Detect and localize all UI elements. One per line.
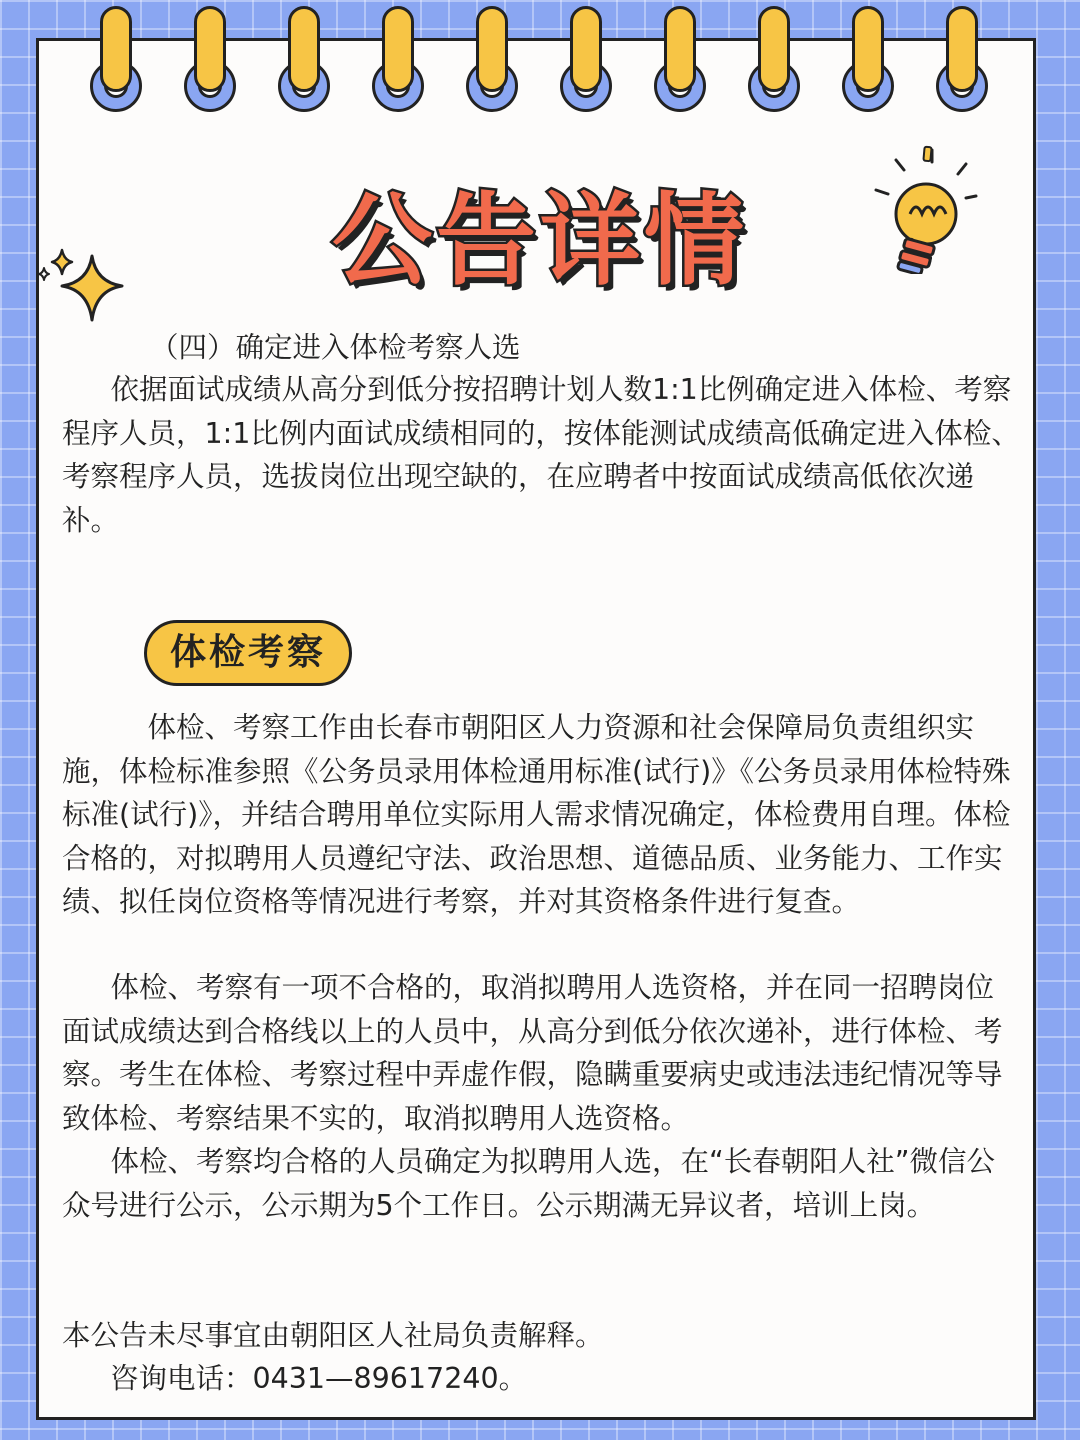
binding-ring — [86, 0, 146, 120]
footer-note: 本公告未尽事宜由朝阳区人社局负责解释。 — [62, 1319, 604, 1352]
section-badge: 体检考察 — [144, 620, 352, 686]
binding-ring — [180, 0, 240, 120]
binding-ring — [932, 0, 992, 120]
section-body: 依据面试成绩从高分到低分按招聘计划人数1:1比例确定进入体检、考察程序人员，1:1比例内面试成绩相同的，按体能测试成绩高低确定进入体检、考察程序人员，选拔岗位出现空缺的，在应聘者中按面试成绩高低依次递补。 — [62, 373, 1020, 537]
binding-ring — [744, 0, 804, 120]
paragraph: 体检、考察工作由长春市朝阳区人力资源和社会保障局负责组织实施，体检标准参照《公务员录用体检通用标准(试行)》《公务员录用体检特殊标准(试行)》，并结合聘用单位实际用人需求情况确定，体检费用自理。体检合格的，对拟聘用人员遵纪守法、政治思想、道德品质、业务能力、工作实绩、拟任岗位资格等情况进行考察，并对其资格条件进行复查。 — [62, 711, 1011, 918]
contact-phone: 咨询电话：0431—89617240。 — [110, 1362, 528, 1395]
paragraph: 体检、考察均合格的人员确定为拟聘用人选，在“长春朝阳人社”微信公众号进行公示，公示期为5个工作日。公示期满无异议者，培训上岗。 — [62, 1145, 995, 1222]
section-heading: （四）确定进入体检考察人选 — [150, 331, 521, 364]
sparkle-icon — [36, 248, 132, 328]
binding-ring — [368, 0, 428, 120]
binding-ring — [462, 0, 522, 120]
binding-ring — [274, 0, 334, 120]
binding-ring — [838, 0, 898, 120]
lightbulb-icon — [866, 142, 986, 274]
page-title: 公告详情 — [332, 182, 748, 299]
paragraph: 体检、考察有一项不合格的，取消拟聘用人选资格，并在同一招聘岗位面试成绩达到合格线以上的人员中，从高分到低分依次递补，进行体检、考察。考生在体检、考察过程中弄虚作假，隐瞒重要病史或违法违纪情况等导致体检、考察结果不实的，取消拟聘用人选资格。 — [62, 971, 1003, 1135]
binding-ring — [650, 0, 710, 120]
binding-ring — [556, 0, 616, 120]
